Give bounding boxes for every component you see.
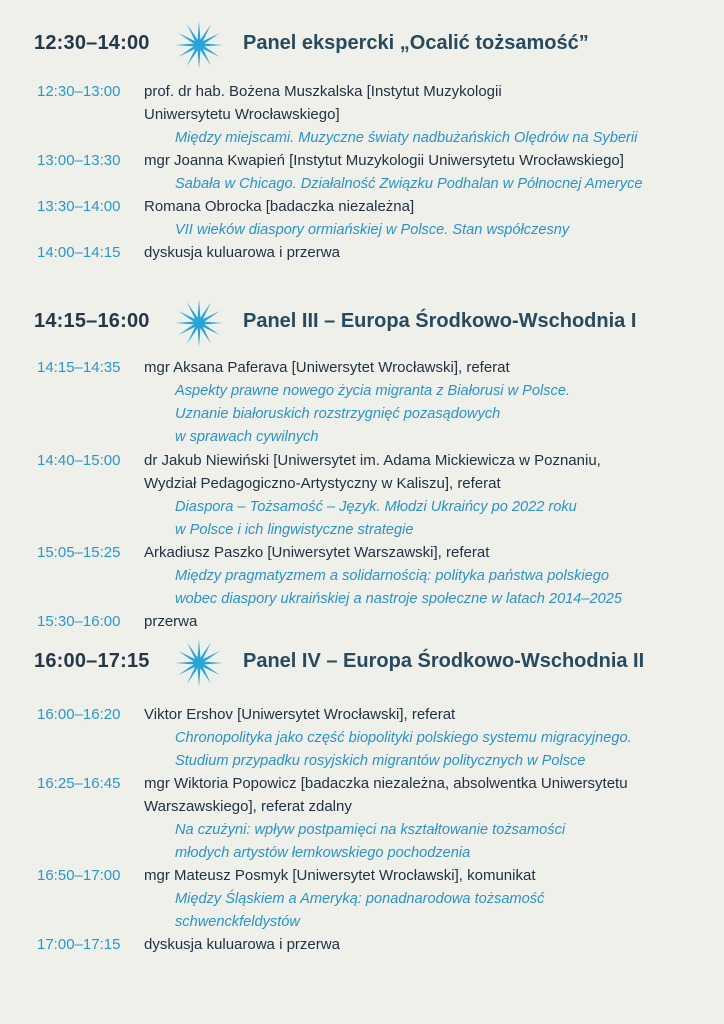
talk-title-line: Chronopolityka jako część biopolityki polskiego systemu migracyjnego.: [175, 730, 632, 746]
talk-title-line: VII wieków diaspory ormiańskiej w Polsce. Stan współczesny: [175, 222, 570, 238]
section-time: 16:00–17:15: [34, 650, 150, 672]
speaker-line: Wydział Pedagogiczno-Artystyczny w Kaliszu], referat: [144, 475, 501, 492]
talk-title-line: w sprawach cywilnych: [175, 429, 319, 445]
speaker-line: dyskusja kuluarowa i przerwa: [144, 936, 340, 953]
talk-title-line: w Polsce i ich lingwistyczne strategie: [175, 522, 414, 538]
talk-title-line: młodych artystów łemkowskiego pochodzenia: [175, 845, 471, 861]
speaker-line: mgr Joanna Kwapień [Instytut Muzykologii Uniwersytetu Wrocławskiego]: [144, 152, 624, 169]
speaker-line: prof. dr hab. Bożena Muszkalska [Instytut Muzykologii: [144, 83, 502, 100]
talk-title-line: Aspekty prawne nowego życia migranta z Białorusi w Polsce.: [175, 383, 571, 399]
session-time: 16:25–16:45: [37, 775, 121, 792]
talk-title-line: Sabała w Chicago. Działalność Związku Podhalan w Północnej Ameryce: [175, 176, 643, 192]
section-title: Panel ekspercki „Ocalić tożsamość”: [243, 32, 589, 54]
session-time: 16:00–16:20: [37, 706, 121, 723]
talk-title-line: Na czużyni: wpływ postpamięci na kształtowanie tożsamości: [175, 822, 566, 838]
session-time: 16:50–17:00: [37, 867, 121, 884]
talk-title-line: Studium przypadku rosyjskich migrantów politycznych w Polsce: [175, 753, 586, 769]
section-title: Panel III – Europa Środkowo-Wschodnia I: [243, 310, 637, 332]
speaker-line: mgr Mateusz Posmyk [Uniwersytet Wrocławski], komunikat: [144, 867, 536, 884]
star-icon: [173, 298, 225, 348]
section-time: 14:15–16:00: [34, 310, 150, 332]
session-time: 15:30–16:00: [37, 613, 121, 630]
speaker-line: mgr Aksana Paferava [Uniwersytet Wrocławski], referat: [144, 359, 510, 376]
session-time: 17:00–17:15: [37, 936, 121, 953]
speaker-line: mgr Wiktoria Popowicz [badaczka niezależna, absolwentka Uniwersytetu: [144, 775, 628, 792]
talk-title-line: Uznanie białoruskich rozstrzygnięć pozasądowych: [175, 406, 501, 422]
session-time: 14:40–15:00: [37, 452, 121, 469]
session-time: 14:00–14:15: [37, 244, 121, 261]
speaker-line: Romana Obrocka [badaczka niezależna]: [144, 198, 415, 215]
speaker-line: Arkadiusz Paszko [Uniwersytet Warszawski], referat: [144, 544, 490, 561]
session-time: 12:30–13:00: [37, 83, 121, 100]
session-time: 14:15–14:35: [37, 359, 121, 376]
section-header: [0, 638, 724, 688]
talk-title-line: Między miejscami. Muzyczne światy nadbużańskich Olędrów na Syberii: [175, 130, 638, 146]
speaker-line: dr Jakub Niewiński [Uniwersytet im. Adama Mickiewicza w Poznaniu,: [144, 452, 601, 469]
star-icon: [173, 20, 225, 70]
talk-title-line: Między Śląskiem a Ameryką: ponadnarodowa tożsamość: [175, 891, 545, 907]
section-header: [0, 20, 724, 70]
talk-title-line: wobec diaspory ukraińskiej a nastroje społeczne w latach 2014–2025: [175, 591, 623, 607]
section-time: 12:30–14:00: [34, 32, 150, 54]
section-header: [0, 298, 724, 348]
section-title: Panel IV – Europa Środkowo-Wschodnia II: [243, 650, 645, 672]
session-time: 13:30–14:00: [37, 198, 121, 215]
talk-title-line: Diaspora – Tożsamość – Język. Młodzi Ukraińcy po 2022 roku: [175, 499, 577, 515]
speaker-line: Warszawskiego], referat zdalny: [144, 798, 352, 815]
speaker-line: przerwa: [144, 613, 198, 630]
session-time: 13:00–13:30: [37, 152, 121, 169]
session-time: 15:05–15:25: [37, 544, 121, 561]
talk-title-line: schwenckfeldystów: [175, 914, 300, 930]
speaker-line: Viktor Ershov [Uniwersytet Wrocławski], referat: [144, 706, 456, 723]
speaker-line: Uniwersytetu Wrocławskiego]: [144, 106, 340, 123]
speaker-line: dyskusja kuluarowa i przerwa: [144, 244, 340, 261]
star-icon: [173, 638, 225, 688]
talk-title-line: Między pragmatyzmem a solidarnością: polityka państwa polskiego: [175, 568, 609, 584]
